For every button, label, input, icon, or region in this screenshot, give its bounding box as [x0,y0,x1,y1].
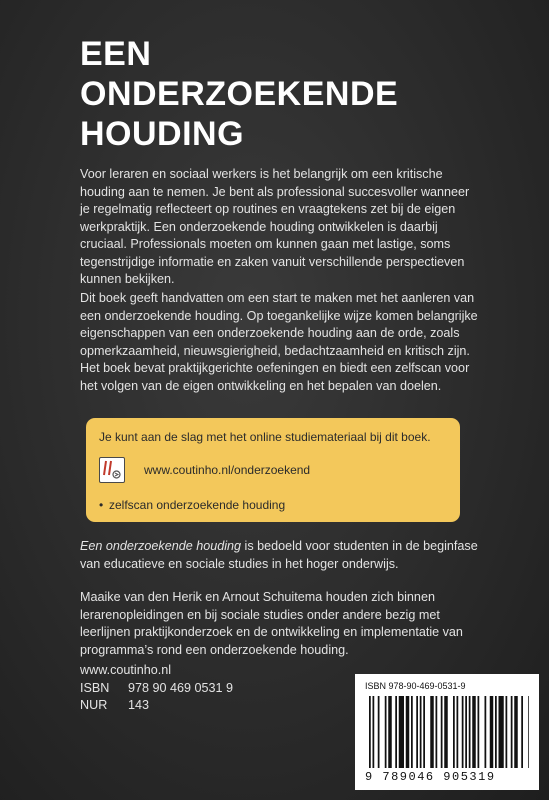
barcode [355,674,539,790]
title-line-2: ONDERZOEKENDE [80,75,399,113]
isbn-value: 978 90 469 0531 9 [128,680,234,695]
list-item-label: zelfscan onderzoekende houding [109,498,286,512]
intro-paragraph: Voor leraren en sociaal werkers is het belangrijk om een kritische houding aan te nemen. Je bent als professional succesvoller wanneer je regelmatig reflecteert op routines en vraagtekens zet bij de eigen werkpraktijk. Een onderzoekende houding ontwikkelen is daarbij cruciaal. Professionals moeten om kunnen gaan met lastige, soms tegenstrijdige informatie en zaken vanuit verschillende perspectieven kunnen bekijken. [80,167,470,286]
barcode-digits: 9 789046 905319 [365,770,496,784]
audience-text: is bedoeld voor studenten in de beginfase van educatieve en sociale studies in het hoger onderwijs. [80,539,478,571]
isbn-row [80,680,233,698]
publisher-website: www.coutinho.nl [80,663,172,677]
nur-label: NUR [80,698,108,712]
online-material-intro: Je kunt aan de slag met het online studiemateriaal bij dit boek. [99,430,431,444]
publication-meta [80,662,233,715]
audience-paragraph [80,538,480,573]
barcode-isbn-text: ISBN 978-90-469-0531-9 [365,681,466,691]
online-material-link[interactable]: www.coutinho.nl/onderzoekend [144,463,311,477]
title-line-1: EEN [80,35,152,73]
bullet: • [99,498,104,512]
barcode-bars [369,696,529,768]
book-title-italic: Een onderzoekende houding [80,539,242,553]
online-material-icon [99,457,125,483]
book-title [80,34,398,154]
authors-paragraph: Maaike van den Herik en Arnout Schuitema houden zich binnen lerarenopleidingen en bij sociale studies onder andere bezig met leerlijnen praktijkonderzoek en de ontwikkeling en implementatie van programma’s rond een onderzoekende houding. [80,590,463,657]
title-line-3: HOUDING [80,115,245,153]
content-paragraph: Dit boek geeft handvatten om een start te maken met het aanleren van een onderzoekende houding. Op toegankelijke wijze komen belangrijke eigenschappen van een onderzoekende houding aan de orde, zoals opmerkzaamheid, nieuwsgierigheid, bedachtzaamheid en kritisch zijn. Het boek bevat praktijkgerichte oefeningen en biedt een zelfscan voor het volgen van de eigen ontwikkeling en het bepalen van doelen. [80,291,478,393]
nur-row [80,697,233,715]
online-material-box [86,418,460,522]
list-item [99,498,285,512]
nur-value: 143 [128,698,150,712]
isbn-label: ISBN [80,680,110,695]
